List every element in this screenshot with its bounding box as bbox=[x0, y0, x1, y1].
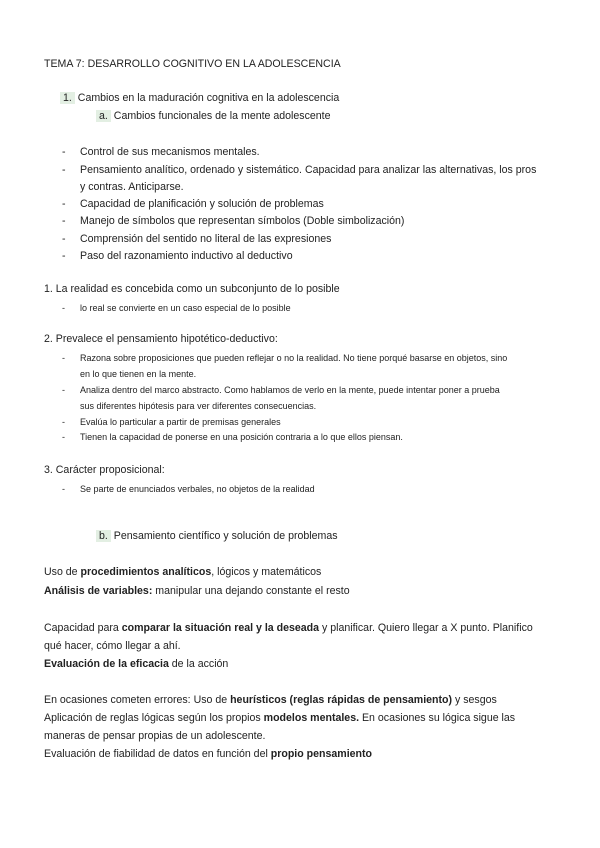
text-run: Capacidad para bbox=[44, 622, 122, 634]
point-2-heading: 2. Prevalece el pensamiento hipotético-deductivo: bbox=[44, 333, 278, 345]
text-run: En ocasiones cometen errores: Uso de bbox=[44, 694, 231, 706]
list-item: Comprensión del sentido no literal de las expresiones bbox=[80, 233, 332, 245]
bold-text: heurísticos (reglas rápidas de pensamiento) bbox=[230, 694, 453, 706]
list-item: Control de sus mecanismos mentales. bbox=[80, 146, 260, 158]
subsection-b-letter: b. bbox=[96, 530, 111, 542]
subsection-b-heading-text: Pensamiento científico y solución de problemas bbox=[113, 530, 338, 542]
paragraph bbox=[44, 566, 321, 578]
text-run: Evaluación de fiabilidad de datos en función del bbox=[44, 748, 271, 760]
list-item: Pensamiento analítico, ordenado y sistemático. Capacidad para analizar las alternativas, los pros bbox=[80, 164, 537, 176]
bold-text: Análisis de variables: bbox=[44, 585, 153, 597]
text-run: En ocasiones su lógica sigue las bbox=[359, 712, 516, 724]
list-item: Razona sobre proposiciones que pueden reflejar o no la realidad. No tiene porqué basarse en objetos, sino bbox=[80, 353, 508, 363]
list-item: Se parte de enunciados verbales, no objetos de la realidad bbox=[80, 484, 315, 494]
section-1-heading-text: Cambios en la maduración cognitiva en la adolescencia bbox=[77, 92, 340, 104]
bold-text: comparar la situación real y la deseada bbox=[121, 622, 320, 634]
bold-text: Evaluación de la eficacia bbox=[44, 658, 169, 670]
subsection-a-letter: a. bbox=[96, 110, 111, 122]
section-1-heading bbox=[60, 92, 339, 104]
bullet-marker: - bbox=[62, 303, 65, 313]
bold-text: procedimientos analíticos bbox=[80, 566, 212, 578]
bullet-marker: - bbox=[62, 146, 66, 158]
bullet-marker: - bbox=[62, 484, 65, 494]
bullet-marker: - bbox=[62, 233, 66, 245]
subsection-a-heading-text: Cambios funcionales de la mente adolescente bbox=[113, 110, 331, 122]
bullet-marker: - bbox=[62, 215, 66, 227]
list-item-continuation: en lo que tienen en la mente. bbox=[80, 369, 197, 379]
section-1-number: 1. bbox=[60, 92, 75, 104]
text-run: y planificar. Quiero llegar a X punto. Planifico bbox=[319, 622, 533, 634]
list-item: Manejo de símbolos que representan símbolos (Doble simbolización) bbox=[80, 215, 405, 227]
bullet-marker: - bbox=[62, 385, 65, 395]
bullet-marker: - bbox=[62, 250, 66, 262]
subsection-a-heading bbox=[96, 110, 331, 122]
text-run: y sesgos bbox=[452, 694, 497, 706]
list-item: Analiza dentro del marco abstracto. Como hablamos de verlo en la mente, puede intentar poner a prueba bbox=[80, 385, 500, 395]
paragraph-continuation: maneras de pensar propias de un adolescente. bbox=[44, 730, 266, 742]
paragraph bbox=[44, 712, 515, 724]
paragraph-continuation: qué hacer, cómo llegar a ahí. bbox=[44, 640, 181, 652]
bold-text: modelos mentales. bbox=[263, 712, 360, 724]
subsection-b-heading bbox=[96, 530, 338, 542]
list-item: Tienen la capacidad de ponerse en una posición contraria a lo que ellos piensan. bbox=[80, 432, 403, 442]
bullet-marker: - bbox=[62, 353, 65, 363]
paragraph bbox=[44, 694, 497, 706]
paragraph bbox=[44, 585, 350, 597]
list-item: Capacidad de planificación y solución de problemas bbox=[80, 198, 324, 210]
text-run: , lógicos y matemáticos bbox=[211, 566, 322, 578]
list-item-continuation: sus diferentes hipótesis para ver diferentes consecuencias. bbox=[80, 401, 317, 411]
bullet-marker: - bbox=[62, 417, 65, 427]
text-run: Uso de bbox=[44, 566, 81, 578]
page-title: TEMA 7: DESARROLLO COGNITIVO EN LA ADOLESCENCIA bbox=[44, 58, 341, 70]
text-run: Aplicación de reglas lógicas según los propios bbox=[44, 712, 264, 724]
bold-text: propio pensamiento bbox=[270, 748, 373, 760]
text-run: manipular una dejando constante el resto bbox=[152, 585, 350, 597]
point-3-heading: 3. Carácter proposicional: bbox=[44, 464, 165, 476]
point-1-heading: 1. La realidad es concebida como un subconjunto de lo posible bbox=[44, 283, 340, 295]
list-item: lo real se convierte en un caso especial de lo posible bbox=[80, 303, 291, 313]
paragraph bbox=[44, 622, 533, 634]
paragraph bbox=[44, 748, 372, 760]
text-run: de la acción bbox=[168, 658, 229, 670]
list-item: Evalúa lo particular a partir de premisas generales bbox=[80, 417, 281, 427]
bullet-marker: - bbox=[62, 198, 66, 210]
bullet-marker: - bbox=[62, 432, 65, 442]
bullet-marker: - bbox=[62, 164, 66, 176]
list-item-continuation: y contras. Anticiparse. bbox=[80, 181, 184, 193]
paragraph bbox=[44, 658, 228, 670]
list-item: Paso del razonamiento inductivo al deductivo bbox=[80, 250, 293, 262]
